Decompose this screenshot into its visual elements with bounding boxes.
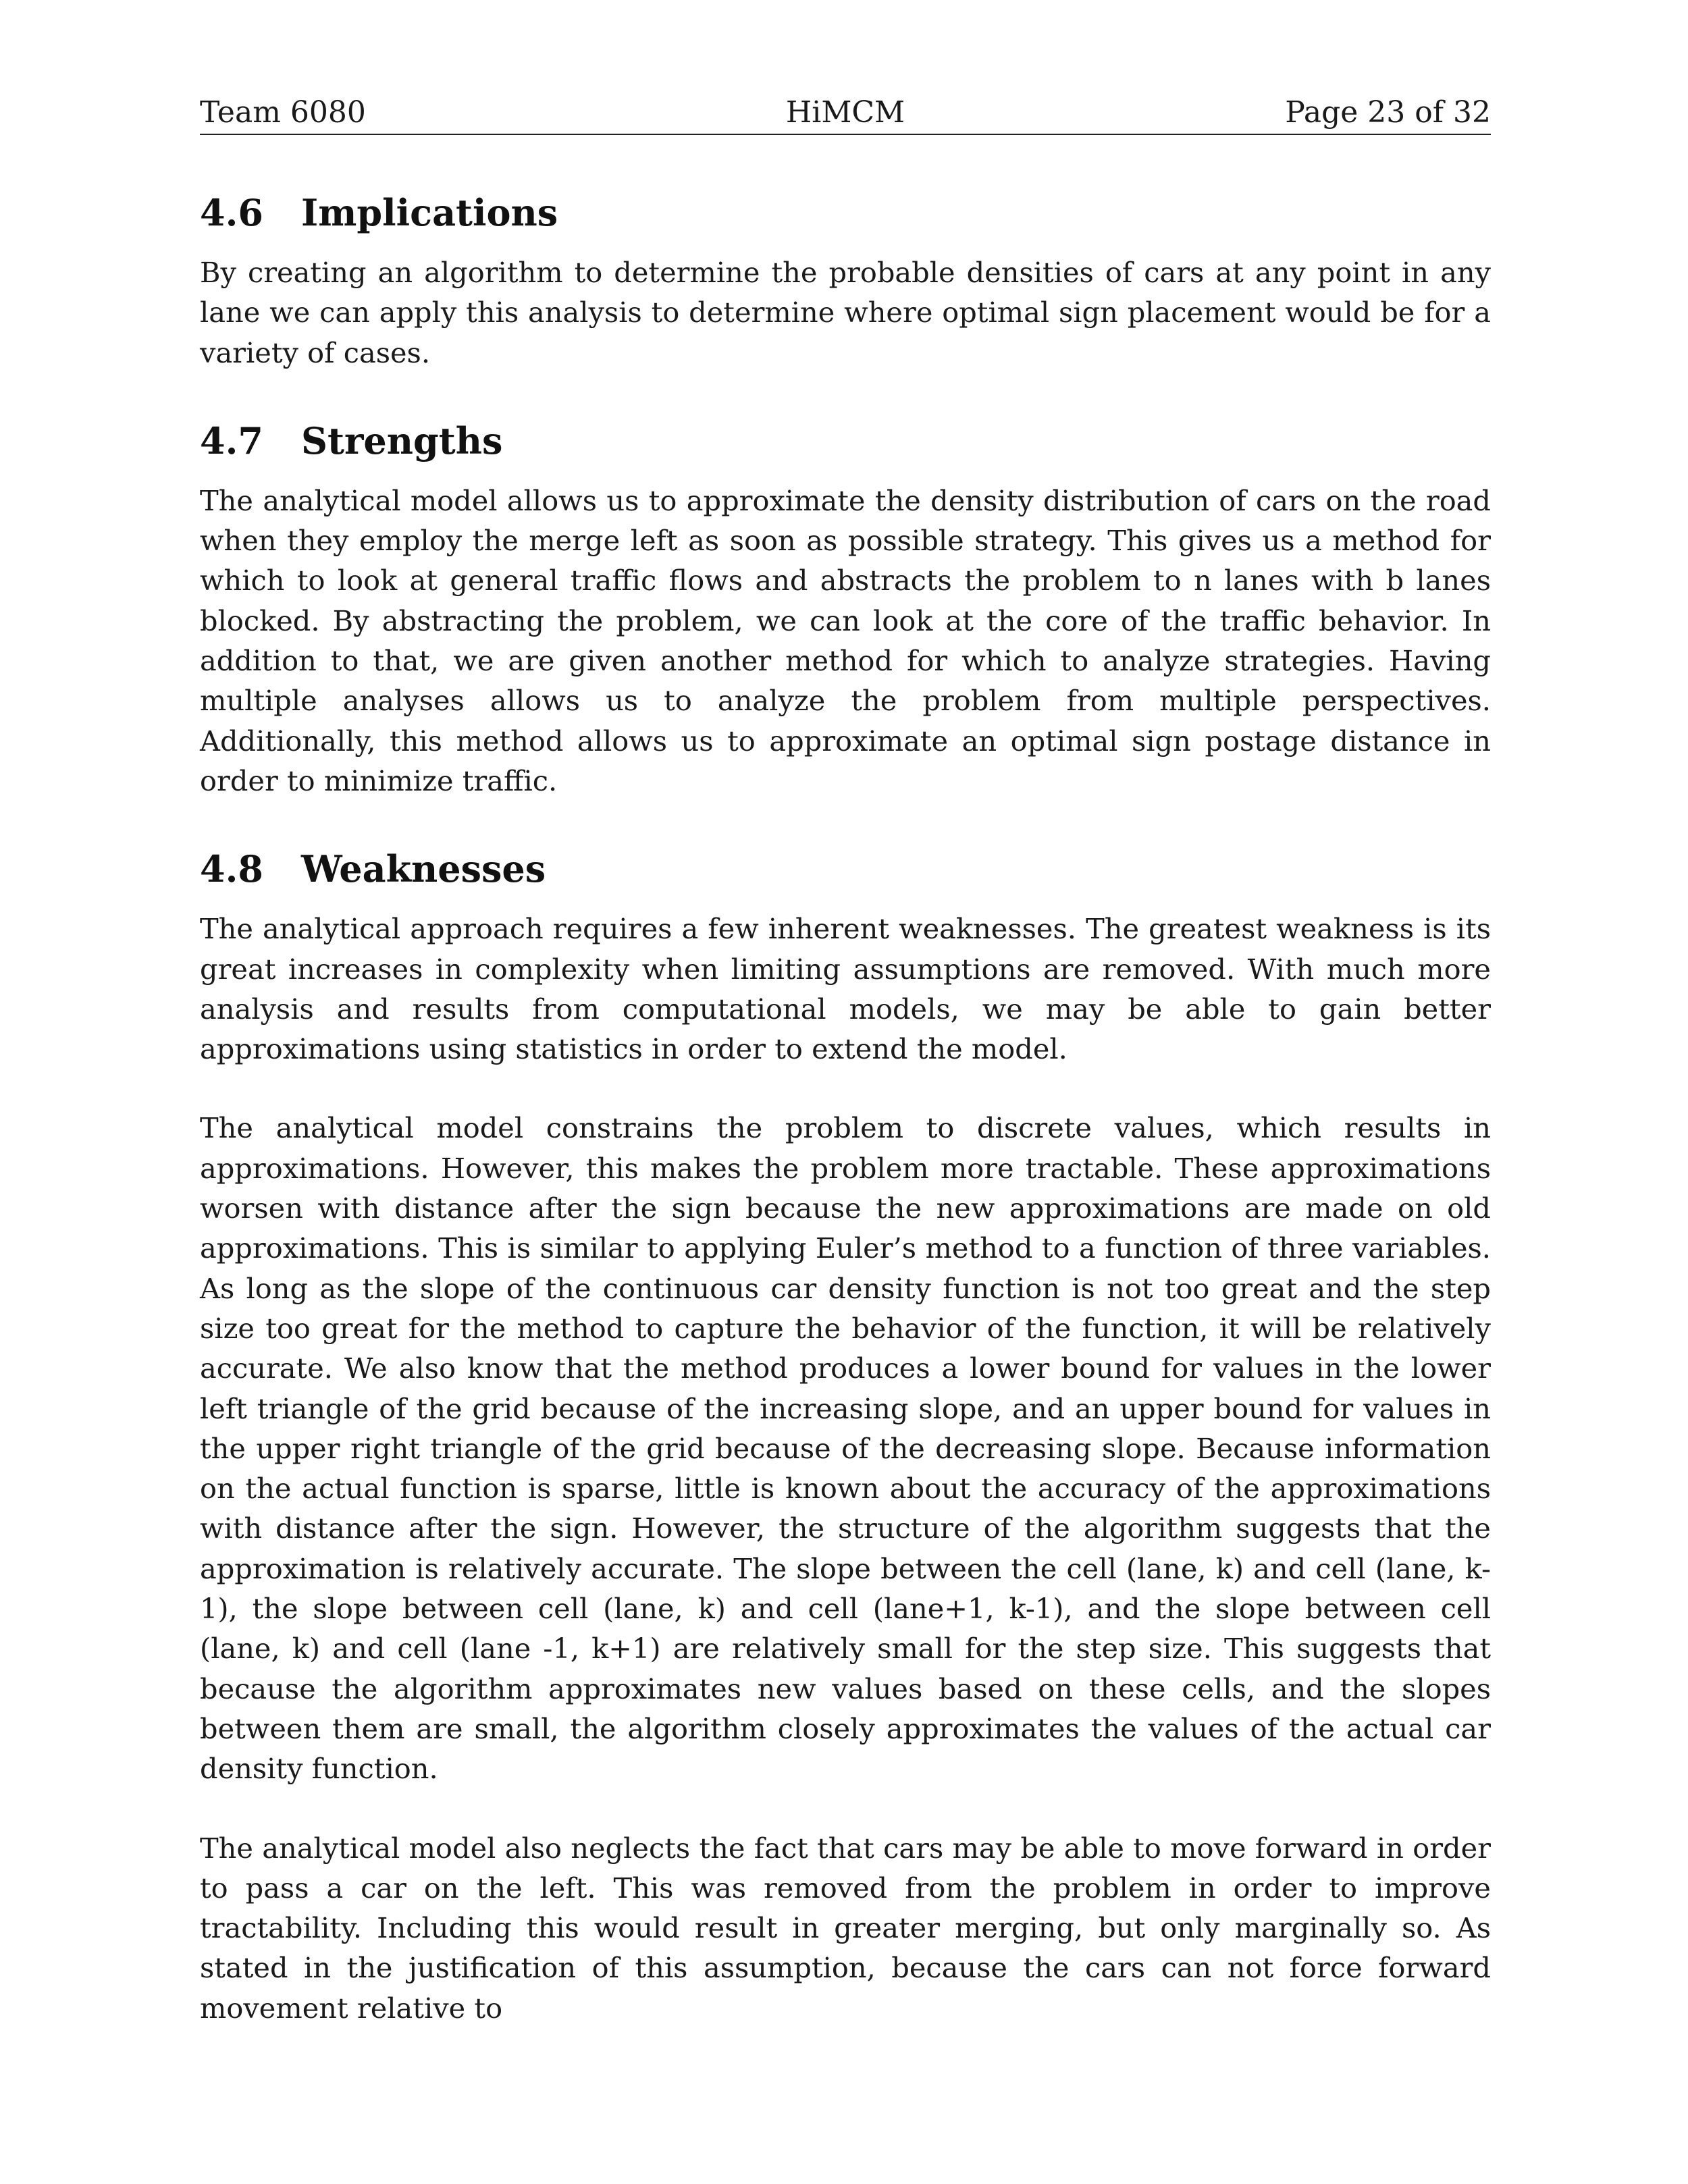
section-number: 4.7 [200, 419, 263, 462]
paragraph: The analytical model constrains the problem to discrete values, which results in approximations. However, this makes the problem more tractable. These approximations worsen with distance after the sign because the new approximations are made on old approximations. This is similar to applying Euler’s method to a function of three variables. As long as the slope of the continuous car density function is not too great and the step size too great for the method to capture the behavior of the function, it will be relatively accurate. We also know that the method produces a lower bound for values in the lower left triangle of the grid because of the increasing slope, and an upper bound for values in the upper right triangle of the grid because of the decreasing slope. Because information on the actual function is sparse, little is known about the accuracy of the approximations with distance after the sign. However, the structure of the algorithm suggests that the approximation is relatively accurate. The slope between the cell (lane, k) and cell (lane, k-1), the slope between cell (lane, k) and cell (lane+1, k-1), and the slope between cell (lane, k) and cell (lane -1, k+1) are relatively small for the step size. This suggests that because the algorithm approximates new values based on these cells, and the slopes between them are small, the algorithm closely approximates the values of the actual car density function. [200, 1111, 1491, 1786]
section-weaknesses [200, 845, 1491, 2028]
paragraph: By creating an algorithm to determine the probable densities of cars at any point in any lane we can apply this analysis to determine where optimal sign placement would be for a variety of cases. [200, 256, 1491, 369]
header-team: Team 6080 [200, 95, 366, 130]
section-strengths [200, 417, 1491, 801]
section-title: Implications [301, 191, 558, 234]
section-number: 4.8 [200, 847, 263, 891]
section-implications [200, 189, 1491, 373]
header-competition: HiMCM [785, 95, 905, 130]
paragraph: The analytical approach requires a few inherent weaknesses. The greatest weakness is its great increases in complexity when limiting assumptions are removed. With much more analysis and results from computational models, we may be able to gain better approximations using statistics in order to extend the model. [200, 912, 1491, 1066]
running-header [200, 96, 1491, 135]
paragraph: The analytical model also neglects the fact that cars may be able to move forward in order to pass a car on the left. This was removed from the problem in order to improve tractability. Including this would result in greater merging, but only marginally so. As stated in the justification of this assumption, because the cars can not force forward movement relative to [200, 1831, 1491, 2025]
section-heading [200, 417, 1491, 464]
page-body [200, 189, 1491, 2028]
section-heading [200, 845, 1491, 893]
paragraph: The analytical model allows us to approximate the density distribution of cars on the road when they employ the merge left as soon as possible strategy. This gives us a method for which to look at general traffic flows and abstracts the problem to n lanes with b lanes blocked. By abstracting the problem, we can look at the core of the traffic behavior. In addition to that, we are given another method for which to analyze strategies. Having multiple analyses allows us to analyze the problem from multiple perspectives. Additionally, this method allows us to approximate an optimal sign postage distance in order to minimize traffic. [200, 483, 1491, 797]
section-heading [200, 189, 1491, 236]
section-title: Strengths [301, 419, 503, 462]
header-page-number: Page 23 of 32 [1285, 95, 1491, 130]
section-number: 4.6 [200, 191, 263, 234]
section-title: Weaknesses [301, 847, 546, 891]
